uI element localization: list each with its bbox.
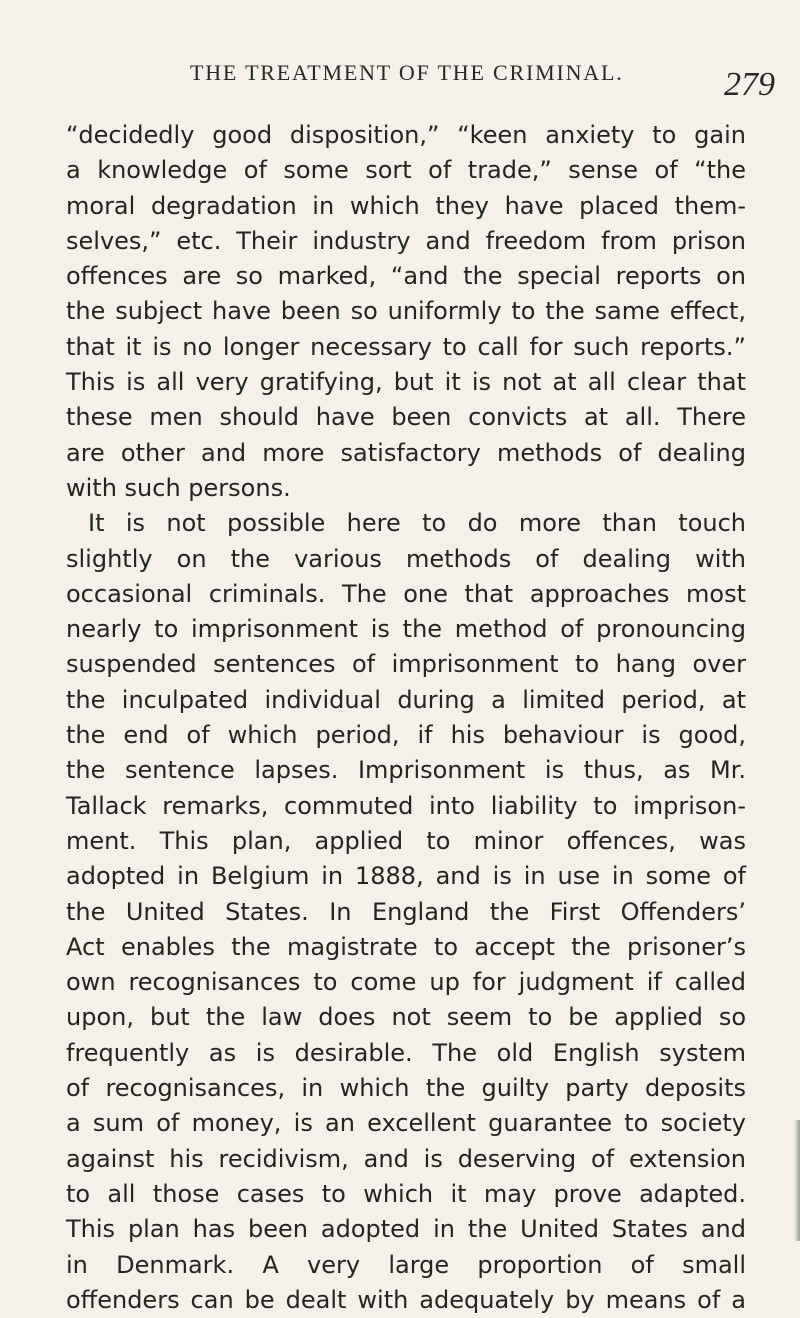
page-edge-shadow <box>794 1120 800 1241</box>
text-line: slightly on the various methods of dealing with <box>66 544 746 573</box>
text-line: nearly to imprisonment is the method of pronouncing <box>66 615 746 644</box>
text-line: of recognisances, in which the guilty party deposits <box>66 1074 746 1103</box>
text-line: the inculpated individual during a limited period, at <box>66 685 746 714</box>
text-line: This is all very gratifying, but it is not at all clear that <box>66 368 746 397</box>
text-line: occasional criminals. The one that approaches most <box>66 579 746 608</box>
text-line: moral degradation in which they have placed them- <box>66 191 746 220</box>
text-line: the United States. In England the First Offenders’ <box>66 897 746 926</box>
text-line: suspended sentences of imprisonment to hang over <box>66 650 746 679</box>
text-line: offenders can be dealt with adequately by means of a <box>66 1285 746 1314</box>
text-line: the subject have been so uniformly to the same effect, <box>66 297 746 326</box>
text-line: are other and more satisfactory methods of dealing <box>66 438 746 467</box>
text-line: against his recidivism, and is deserving of extension <box>66 1144 746 1173</box>
text-line: Tallack remarks, commuted into liability to imprison- <box>66 791 746 820</box>
text-line: a knowledge of some sort of trade,” sense of “the <box>66 156 746 185</box>
text-line: these men should have been convicts at all. There <box>66 403 746 432</box>
text-line: “decidedly good disposition,” “keen anxiety to gain <box>66 121 746 149</box>
text-line: the sentence lapses. Imprisonment is thus, as Mr. <box>66 756 746 785</box>
text-line: upon, but the law does not seem to be applied so <box>66 1003 746 1032</box>
text-line: own recognisances to come up for judgment if called <box>66 968 746 997</box>
text-line: ment. This plan, applied to minor offences, was <box>66 826 746 855</box>
text-line-paragraph-start: It is not possible here to do more than touch <box>88 509 746 538</box>
text-line: adopted in Belgium in 1888, and is in use in some of <box>66 862 746 891</box>
page-number: 279 <box>724 66 775 103</box>
text-line: offences are so marked, “and the special reports on <box>66 262 746 291</box>
text-line: that it is no longer necessary to call for such reports.” <box>66 332 746 361</box>
text-line: in Denmark. A very large proportion of small <box>66 1250 746 1279</box>
text-line: selves,” etc. Their industry and freedom from prison <box>66 226 746 255</box>
text-line: a sum of money, is an excellent guarantee to society <box>66 1109 746 1138</box>
text-line: This plan has been adopted in the United States and <box>66 1215 746 1244</box>
text-line: frequently as is desirable. The old English system <box>66 1038 746 1067</box>
text-line: Act enables the magistrate to accept the prisoner’s <box>66 932 746 961</box>
running-head: THE TREATMENT OF THE CRIMINAL. <box>190 60 624 85</box>
text-line: the end of which period, if his behaviour is good, <box>66 721 746 750</box>
text-line-paragraph-end: with such persons. <box>66 473 291 502</box>
body-text <box>66 118 746 1318</box>
text-line: to all those cases to which it may prove adapted. <box>66 1179 746 1208</box>
